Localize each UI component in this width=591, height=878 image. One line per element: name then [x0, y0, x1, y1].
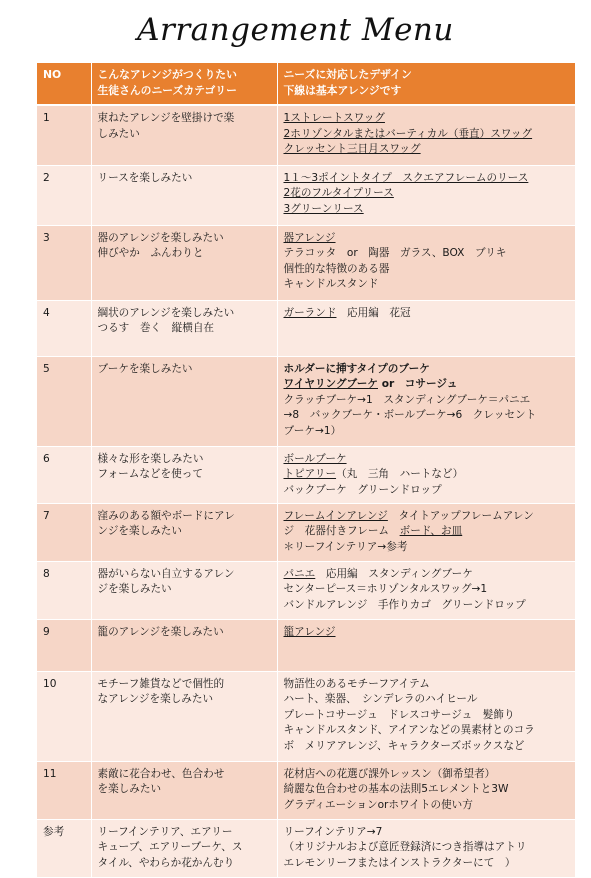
basic-arrangement: トピアリー: [283, 468, 337, 480]
basic-arrangement: 1１～3ポイントタイプ スクエアフレームのリース: [283, 171, 529, 184]
header-category-line: 生徒さんのニーズカテゴリー: [97, 83, 237, 97]
row-design: 花材店への花選び課外レッスン（御希望者） 綺麗な色合わせの基本の法則5エレメントと3W グラディエーションorホワイトの使い方: [277, 761, 575, 819]
basic-arrangement: ボールブーケ: [283, 452, 347, 465]
row-no: 3: [37, 225, 91, 300]
basic-arrangement: クレッセント三日月スワッグ: [283, 143, 421, 155]
table-row: [37, 503, 575, 561]
page-title: Arrangement Menu: [137, 12, 454, 48]
row-category: ブーケを楽しみたい: [91, 356, 277, 446]
row-design: [277, 165, 575, 225]
basic-arrangement: ガーランド: [283, 306, 337, 319]
row-no: 6: [37, 446, 91, 503]
table-row: [37, 165, 575, 225]
basic-arrangement: フレームインアレンジ: [283, 509, 388, 522]
row-no: 9: [37, 619, 91, 671]
row-no: 10: [37, 671, 91, 761]
row-category: 籠のアレンジを楽しみたい: [91, 619, 277, 671]
row-no: 8: [37, 561, 91, 619]
arrangement-menu-table: [37, 63, 575, 878]
row-design: リーフインテリア→7 （オリジナルおよび意匠登録済につき指導はアトリ エレモンリーフまたはインストラクターにて ）: [277, 819, 575, 877]
table-row: [37, 561, 575, 619]
table-row: [37, 105, 575, 165]
row-no: 2: [37, 165, 91, 225]
row-category: 綱状のアレンジを楽しみたい つるす 巻く 縦横自在: [91, 300, 277, 356]
row-no: 7: [37, 503, 91, 561]
basic-arrangement: 2ホリゾンタルまたはバーティカル（垂直）スワッグ: [283, 127, 533, 140]
row-no: 11: [37, 761, 91, 819]
table-row: [37, 761, 575, 819]
table-header-row: [37, 63, 575, 105]
row-design: ホルダーに挿すタイプのブーケ ワイヤリングブーケ or コサージュ クラッチブーケ→1 スタンディングブーケ＝パニエ →8 バックブーケ・ボールブーケ→6 クレッセント ブーケ→1）: [277, 356, 575, 446]
row-no: 5: [37, 356, 91, 446]
header-design: [277, 63, 575, 105]
table-row: [37, 225, 575, 300]
row-design: ボールブーケ トピアリー（丸 三角 ハートなど） バックブーケ グリーンドロップ: [277, 446, 575, 503]
basic-arrangement: 2花のフルタイプリース: [283, 187, 394, 199]
table-row: [37, 671, 575, 761]
row-category: 様々な形を楽しみたい フォームなどを使って: [91, 446, 277, 503]
row-category: 器がいらない自立するアレン ジを楽しみたい: [91, 561, 277, 619]
basic-arrangement: パニエ: [283, 567, 316, 580]
header-category-line: こんなアレンジがつくりたい: [97, 68, 237, 81]
basic-arrangement: ボード、お皿: [399, 525, 463, 537]
row-design: パニエ 応用編 スタンディングブーケ センターピース＝ホリゾンタルスワッグ→1 バンドルアレンジ 手作りカゴ グリーンドロップ: [277, 561, 575, 619]
row-design: フレームインアレンジ タイトアップフレームアレン ジ 花器付きフレーム ボード、お皿 ＊リーフインテリア→参考: [277, 503, 575, 561]
header-category: [91, 63, 277, 105]
row-no: 4: [37, 300, 91, 356]
basic-arrangement: 3グリーンリース: [283, 202, 364, 215]
header-design-line: 下線は基本アレンジです: [283, 83, 402, 97]
table-row: [37, 819, 575, 877]
row-design: 物語性のあるモチーフアイテム ハート、楽器、 シンデレラのハイヒール プレートコサージュ ドレスコサージュ 髪飾り キャンドルスタンド、アイアンなどの異素材とのコラ ボ メリアアレンジ、キャラクターズボックスなど: [277, 671, 575, 761]
row-design: 器アレンジ テラコッタ or 陶器 ガラス、BOX ブリキ 個性的な特徴のある器 キャンドルスタンド: [277, 225, 575, 300]
header-no: NO: [37, 63, 91, 105]
basic-arrangement: ワイヤリングブーケ: [283, 378, 378, 390]
basic-arrangement: 1ストレートスワッグ: [283, 112, 385, 124]
row-category: リースを楽しみたい: [91, 165, 277, 225]
row-category: 窪みのある額やボードにアレ ンジを楽しみたい: [91, 503, 277, 561]
row-category: モチーフ雑貨などで個性的 なアレンジを楽しみたい: [91, 671, 277, 761]
basic-arrangement: 籠アレンジ: [283, 625, 336, 638]
header-design-line: ニーズに対応したデザイン: [283, 68, 412, 81]
row-category: 器のアレンジを楽しみたい 伸びやか ふんわりと: [91, 225, 277, 300]
row-design: [277, 105, 575, 165]
row-design: ガーランド 応用編 花冠: [277, 300, 575, 356]
basic-arrangement: 器アレンジ: [283, 231, 336, 244]
table-row: [37, 446, 575, 503]
table-row: [37, 619, 575, 671]
table-row: [37, 356, 575, 446]
row-category: リーフインテリア、エアリー キューブ、エアリーブーケ、ス タイル、やわらか花かんむり: [91, 819, 277, 877]
table-row: [37, 300, 575, 356]
row-category: 束ねたアレンジを壁掛けで楽 しみたい: [91, 105, 277, 165]
row-design: [277, 619, 575, 671]
row-no: 参考: [37, 819, 91, 877]
row-category: 素敵に花合わせ、色合わせ を楽しみたい: [91, 761, 277, 819]
row-no: 1: [37, 105, 91, 165]
